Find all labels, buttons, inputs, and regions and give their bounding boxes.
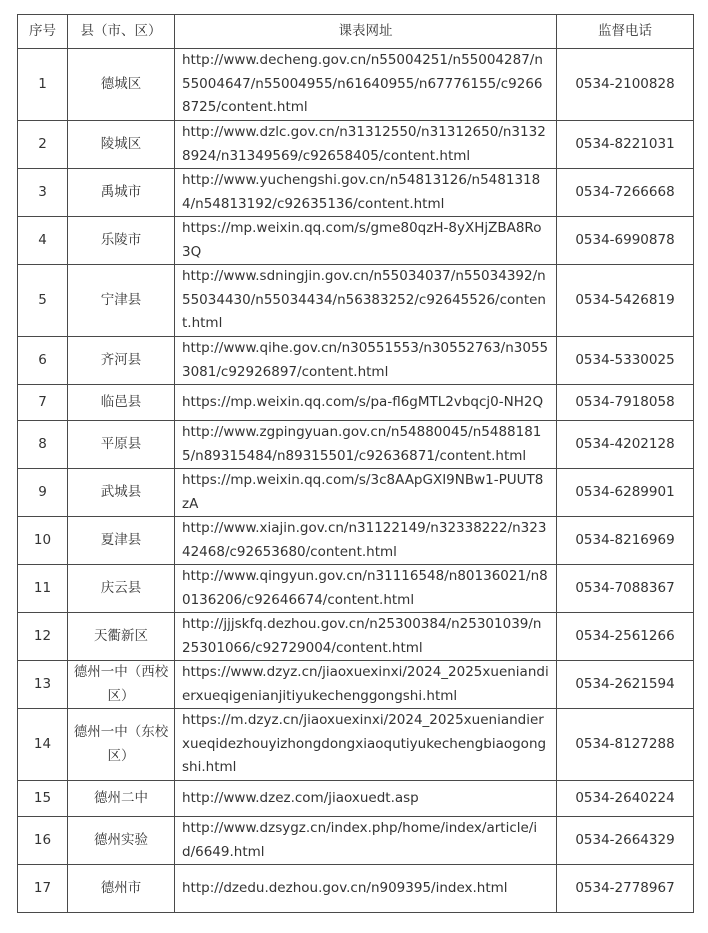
row-no: 6 xyxy=(18,337,68,385)
row-county: 平原县 xyxy=(68,421,175,469)
table-row xyxy=(18,817,694,865)
row-county: 禹城市 xyxy=(68,169,175,217)
row-no: 5 xyxy=(18,265,68,337)
row-county: 德州实验 xyxy=(68,817,175,865)
row-county: 临邑县 xyxy=(68,385,175,421)
row-url[interactable]: http://www.yuchengshi.gov.cn/n54813126/n54813184/n54813192/c92635136/content.html xyxy=(175,169,557,217)
row-url[interactable]: http://dzedu.dezhou.gov.cn/n909395/index.html xyxy=(175,865,557,913)
header-no: 序号 xyxy=(18,15,68,49)
row-county: 庆云县 xyxy=(68,565,175,613)
header-url: 课表网址 xyxy=(175,15,557,49)
table-row xyxy=(18,613,694,661)
table-row xyxy=(18,781,694,817)
table-row xyxy=(18,217,694,265)
row-phone: 0534-8221031 xyxy=(557,121,694,169)
row-phone: 0534-6289901 xyxy=(557,469,694,517)
row-no: 8 xyxy=(18,421,68,469)
row-phone: 0534-4202128 xyxy=(557,421,694,469)
row-county: 德州二中 xyxy=(68,781,175,817)
row-phone: 0534-5426819 xyxy=(557,265,694,337)
header-phone: 监督电话 xyxy=(557,15,694,49)
row-county: 武城县 xyxy=(68,469,175,517)
table-row xyxy=(18,517,694,565)
row-no: 17 xyxy=(18,865,68,913)
row-county: 德州一中（西校区） xyxy=(68,661,175,709)
header-row xyxy=(18,15,694,49)
row-url[interactable]: http://www.sdningjin.gov.cn/n55034037/n55034392/n55034430/n55034434/n56383252/c92645526/content.html xyxy=(175,265,557,337)
row-no: 14 xyxy=(18,709,68,781)
header-county: 县（市、区） xyxy=(68,15,175,49)
row-no: 3 xyxy=(18,169,68,217)
row-url[interactable]: https://mp.weixin.qq.com/s/pa-fl6gMTL2vbqcj0-NH2Q xyxy=(175,385,557,421)
row-no: 12 xyxy=(18,613,68,661)
table-row xyxy=(18,337,694,385)
row-url[interactable]: http://www.zgpingyuan.gov.cn/n54880045/n54881815/n89315484/n89315501/c92636871/content.html xyxy=(175,421,557,469)
table-row xyxy=(18,169,694,217)
row-county: 夏津县 xyxy=(68,517,175,565)
row-phone: 0534-2561266 xyxy=(557,613,694,661)
row-no: 2 xyxy=(18,121,68,169)
row-url[interactable]: https://www.dzyz.cn/jiaoxuexinxi/2024_2025xueniandierxueqigenianjitiyukechenggongshi.html xyxy=(175,661,557,709)
table-row xyxy=(18,49,694,121)
row-no: 16 xyxy=(18,817,68,865)
row-no: 10 xyxy=(18,517,68,565)
row-phone: 0534-7266668 xyxy=(557,169,694,217)
row-county: 乐陵市 xyxy=(68,217,175,265)
row-no: 4 xyxy=(18,217,68,265)
row-county: 天衢新区 xyxy=(68,613,175,661)
row-url[interactable]: https://m.dzyz.cn/jiaoxuexinxi/2024_2025xueniandierxueqidezhouyizhongdongxiaoqutiyukechengbiaogongshi.html xyxy=(175,709,557,781)
row-phone: 0534-2664329 xyxy=(557,817,694,865)
row-phone: 0534-7918058 xyxy=(557,385,694,421)
table-row xyxy=(18,385,694,421)
row-no: 7 xyxy=(18,385,68,421)
row-no: 1 xyxy=(18,49,68,121)
row-phone: 0534-6990878 xyxy=(557,217,694,265)
row-phone: 0534-2100828 xyxy=(557,49,694,121)
table-row xyxy=(18,661,694,709)
row-county: 德州一中（东校区） xyxy=(68,709,175,781)
row-county: 德城区 xyxy=(68,49,175,121)
schedule-table xyxy=(17,14,694,913)
row-url[interactable]: https://mp.weixin.qq.com/s/gme80qzH-8yXHjZBA8Ro3Q xyxy=(175,217,557,265)
row-phone: 0534-2640224 xyxy=(557,781,694,817)
row-url[interactable]: http://www.qihe.gov.cn/n30551553/n30552763/n30553081/c92926897/content.html xyxy=(175,337,557,385)
row-url[interactable]: http://www.dzez.com/jiaoxuedt.asp xyxy=(175,781,557,817)
row-phone: 0534-8127288 xyxy=(557,709,694,781)
row-url[interactable]: https://mp.weixin.qq.com/s/3c8AApGXI9NBw1-PUUT8zA xyxy=(175,469,557,517)
table-row xyxy=(18,865,694,913)
row-county: 陵城区 xyxy=(68,121,175,169)
row-county: 宁津县 xyxy=(68,265,175,337)
row-url[interactable]: http://jjjskfq.dezhou.gov.cn/n25300384/n25301039/n25301066/c92729004/content.html xyxy=(175,613,557,661)
row-county: 齐河县 xyxy=(68,337,175,385)
row-phone: 0534-8216969 xyxy=(557,517,694,565)
table-row xyxy=(18,421,694,469)
row-url[interactable]: http://www.decheng.gov.cn/n55004251/n55004287/n55004647/n55004955/n61640955/n67776155/c92668725/content.html xyxy=(175,49,557,121)
row-no: 13 xyxy=(18,661,68,709)
row-phone: 0534-2778967 xyxy=(557,865,694,913)
row-url[interactable]: http://www.xiajin.gov.cn/n31122149/n32338222/n32342468/c92653680/content.html xyxy=(175,517,557,565)
table-row xyxy=(18,469,694,517)
row-url[interactable]: http://www.dzlc.gov.cn/n31312550/n31312650/n31328924/n31349569/c92658405/content.html xyxy=(175,121,557,169)
row-phone: 0534-7088367 xyxy=(557,565,694,613)
row-county: 德州市 xyxy=(68,865,175,913)
table-row xyxy=(18,565,694,613)
row-no: 15 xyxy=(18,781,68,817)
table-row xyxy=(18,709,694,781)
row-url[interactable]: http://www.dzsygz.cn/index.php/home/index/article/id/6649.html xyxy=(175,817,557,865)
row-no: 11 xyxy=(18,565,68,613)
table-row xyxy=(18,121,694,169)
row-url[interactable]: http://www.qingyun.gov.cn/n31116548/n80136021/n80136206/c92646674/content.html xyxy=(175,565,557,613)
row-phone: 0534-2621594 xyxy=(557,661,694,709)
row-no: 9 xyxy=(18,469,68,517)
row-phone: 0534-5330025 xyxy=(557,337,694,385)
table-row xyxy=(18,265,694,337)
